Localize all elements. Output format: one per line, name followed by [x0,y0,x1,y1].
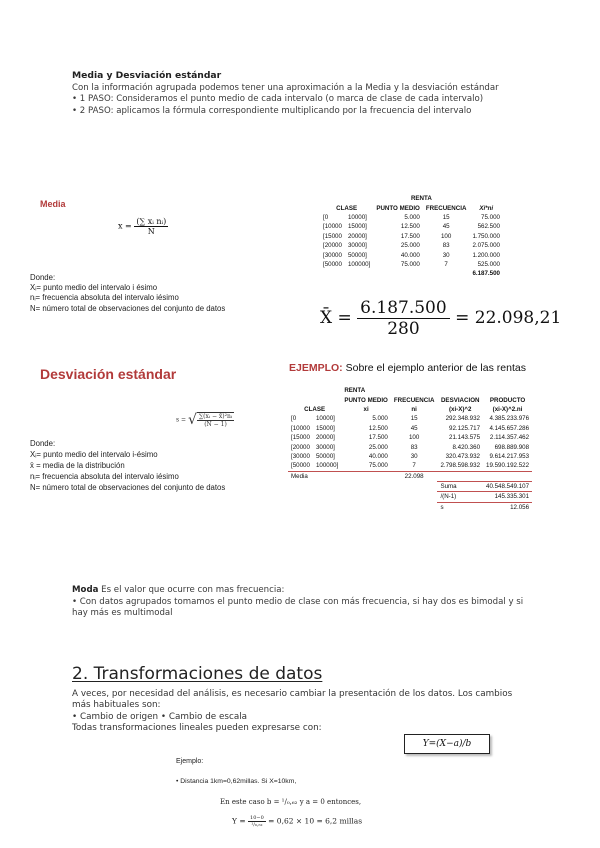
sqrt-icon: √ [187,412,197,428]
renta-table-2 [288,386,532,512]
table-row: [30000 50000] 40.000 30 1.200.000 [323,251,500,259]
renta-table-1 [320,194,503,279]
table-title: RENTA [410,195,432,203]
table-row: [50000 100000] 75.000 7 2.798.598.932 19.590.192.522 [291,462,530,470]
s-row: s 12.056 [288,502,532,512]
ejemplo-result: Y = $\frac{10-0}{\text{¹/₀,₆₂}}$ = 0,62 × 10 = 6,2 millas [232,815,363,828]
table-header: (xi-X)^2 [448,405,472,413]
section-2-heading: 2. Transformaciones de datos [72,664,323,684]
div-row: /(N-1) 145.335.301 [288,492,532,502]
table-row: [10000 15000] 12.500 45 562.500 [323,223,500,231]
table-header: (xi-X)^2.ni [492,405,523,413]
table-header: ni [411,405,417,413]
desviacion-heading: Desviación estándar [40,366,177,382]
media-definitions: Donde: Xᵢ= punto medio del intervalo i ésimo nᵢ= frecuencia absoluta del intervalo iésimo N= número total de observaciones del conjunto de datos [30,273,226,313]
table-row: [20000 30000] 25.000 83 2.075.000 [323,242,500,250]
table-row: [20000 30000] 25.000 83 8.420.360 698.889.908 [291,443,530,451]
table-row: [15000 20000] 17.500 100 21.143.575 2.114.357.462 [291,434,530,442]
media-formula-denominator: N [147,227,155,236]
ejemplo-heading: EJEMPLO: Sobre el ejemplo anterior de las rentas [289,362,526,374]
table-total-row: 6.187.500 [472,270,500,278]
table-header: FRECUENCIA [393,396,435,404]
ejemplo-label: Ejemplo: [176,758,204,765]
table-row: [10000 15000] 12.500 45 92.125.717 4.145.657.286 [291,424,530,432]
table-row: [0 10000] 5.000 15 75.000 [323,213,500,221]
desviacion-definitions: Donde: Xᵢ= punto medio del intervalo i-ésimo x̄ = media de la distribución nᵢ= frecuencia absoluta del intervalo iésimo N= número total de observaciones del conjunto de datos [30,439,226,492]
desviacion-formula: s = √ $\frac{\text{∑(xᵢ − x̄)²nᵢ}}{(N - 1)}$ [176,412,233,428]
media-heading: Media [40,199,66,209]
table-row: [0 10000] 5.000 15 292.348.932 4.385.233.976 [291,415,530,423]
ejemplo-bullet: • Distancia 1km=0,62millas. Si X=10km, [176,778,297,785]
table-header: xi [363,405,369,413]
table-header: CLASE [304,405,326,413]
media-row: Media 22.098 [288,471,532,481]
table-title: RENTA [344,387,366,395]
table-header: Xi*ni [479,204,494,212]
transformation-formula-box: Y=(X−a)/b [404,734,490,754]
intro-block [72,70,527,117]
table-header: DESVIACION [440,396,480,404]
table-header: PRODUCTO [489,396,526,404]
media-formula: x = $\frac{\text{(∑ xᵢ nᵢ)}}{N}$ [118,217,167,236]
table-row: [50000 100000] 75.000 7 525.000 [323,260,500,268]
media-formula-numerator: (∑ xᵢ nᵢ) [136,217,167,226]
table-header: PUNTO MEDIO [376,204,420,212]
table-header: FRECUENCIA [425,204,467,212]
moda-block: Moda Es el valor que ocurre con mas frecuencia: • Con datos agrupados tomamos el punto medio de clase con más frecuencia, si hay dos es bimodal y si hay más es multimodal [72,585,524,619]
table-row: [15000 20000] 17.500 100 1.750.000 [323,232,500,240]
table-header: PUNTO MEDIO [344,396,388,404]
ejemplo-case: En este caso b = ¹/₀,₆₂ y a = 0 entonces, [220,798,362,806]
intro-step-1: • 1 PASO: Consideramos el punto medio de cada intervalo (o marca de clase de cada intervalo) [72,94,484,105]
section-2-body: A veces, por necesidad del análisis, es necesario cambiar la presentación de los datos. Los cambios más habituales son: • Cambio de origen • Cambio de escala Todas transformaciones lineales pueden expresarse con: [72,689,513,734]
table-header: CLASE [336,204,358,212]
media-result: X̄ = $\frac{6.187.500}{280}$ = 22.098,21 [320,298,562,339]
intro-title: Media y Desviación estándar [72,70,222,81]
suma-row: Suma 40.548.549.107 [288,481,532,491]
intro-line: Con la información agrupada podemos tener una aproximación a la Media y la desviación estándar [72,82,499,93]
moda-title: Moda [72,585,99,595]
table-row: [30000 50000] 40.000 30 320.473.932 9.614.217.953 [291,452,530,460]
intro-step-2: • 2 PASO: aplicamos la fórmula correspondiente multiplicando por la frecuencia del intervalo [72,105,472,116]
